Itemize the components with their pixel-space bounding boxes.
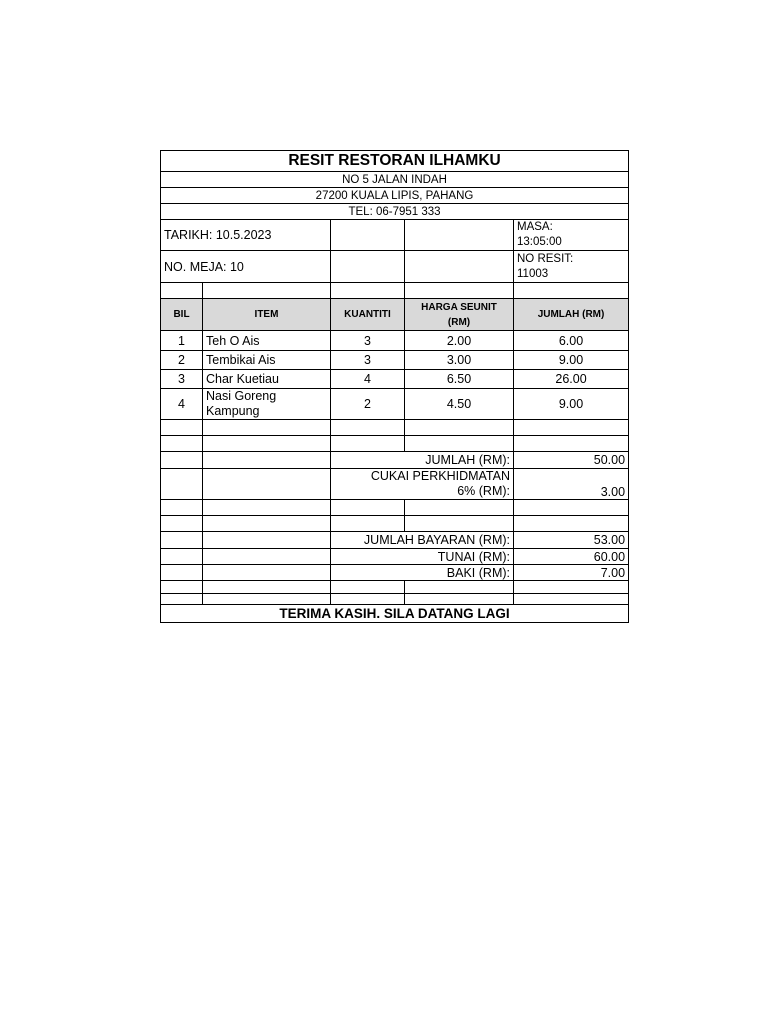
- item-name-line1: Nasi Goreng: [206, 389, 277, 403]
- empty-cell: [161, 283, 203, 299]
- item-total: 26.00: [514, 370, 629, 389]
- receipt-number-label: NO RESIT:: [517, 252, 574, 265]
- item-name-line2: Kampung: [206, 404, 260, 418]
- time-field: [514, 220, 629, 251]
- col-header-unit-price: [405, 299, 514, 331]
- cash-value: 60.00: [514, 549, 629, 565]
- item-bil: 2: [161, 351, 203, 370]
- date-field: TARIKH: 10.5.2023: [161, 220, 331, 251]
- table-row: [161, 370, 629, 389]
- item-name: [203, 389, 331, 420]
- item-name: Tembikai Ais: [203, 351, 331, 370]
- empty-cell: [161, 436, 203, 452]
- empty-cell: [161, 549, 203, 565]
- receipt-number-value: 11003: [517, 267, 549, 280]
- item-bil: 1: [161, 331, 203, 351]
- empty-cell: [405, 581, 514, 594]
- empty-cell: [514, 594, 629, 605]
- empty-cell: [405, 283, 514, 299]
- tax-value: 3.00: [514, 469, 629, 500]
- item-bil: 4: [161, 389, 203, 420]
- grand-total-label: JUMLAH BAYARAN (RM):: [331, 532, 514, 549]
- empty-cell: [514, 436, 629, 452]
- col-header-item: ITEM: [203, 299, 331, 331]
- empty-cell: [161, 594, 203, 605]
- telephone: TEL: 06-7951 333: [161, 204, 629, 220]
- empty-cell: [203, 565, 331, 581]
- col-header-total: JUMLAH (RM): [514, 299, 629, 331]
- column-header-row: [161, 299, 629, 331]
- empty-cell: [514, 283, 629, 299]
- empty-cell: [161, 469, 203, 500]
- receipt-table: [160, 150, 629, 623]
- address-line-1: NO 5 JALAN INDAH: [161, 172, 629, 188]
- item-qty: 2: [331, 389, 405, 420]
- empty-cell: [203, 283, 331, 299]
- item-total: 9.00: [514, 389, 629, 420]
- col-header-unit-price-line1: HARGA SEUNIT: [421, 301, 497, 313]
- item-price: 4.50: [405, 389, 514, 420]
- subtotal-value: 50.00: [514, 452, 629, 469]
- item-total: 6.00: [514, 331, 629, 351]
- item-qty: 3: [331, 331, 405, 351]
- address-line-2: 27200 KUALA LIPIS, PAHANG: [161, 188, 629, 204]
- item-name: Char Kuetiau: [203, 370, 331, 389]
- empty-cell: [161, 452, 203, 469]
- empty-cell: [405, 594, 514, 605]
- empty-cell: [161, 500, 203, 516]
- empty-cell: [405, 516, 514, 532]
- empty-cell: [514, 516, 629, 532]
- empty-cell: [203, 452, 331, 469]
- empty-cell: [161, 581, 203, 594]
- empty-cell: [161, 565, 203, 581]
- empty-cell: [405, 251, 514, 283]
- col-header-bil: BIL: [161, 299, 203, 331]
- time-value: 13:05:00: [517, 236, 562, 248]
- table-row: [161, 389, 629, 420]
- change-label: BAKI (RM):: [331, 565, 514, 581]
- table-number-field: NO. MEJA: 10: [161, 251, 331, 283]
- item-price: 2.00: [405, 331, 514, 351]
- item-name: Teh O Ais: [203, 331, 331, 351]
- empty-cell: [161, 420, 203, 436]
- empty-cell: [405, 420, 514, 436]
- empty-cell: [203, 594, 331, 605]
- cash-label: TUNAI (RM):: [331, 549, 514, 565]
- empty-cell: [514, 420, 629, 436]
- empty-cell: [203, 469, 331, 500]
- empty-cell: [331, 420, 405, 436]
- empty-cell: [331, 594, 405, 605]
- tax-label-line2: 6% (RM):: [457, 484, 510, 498]
- empty-cell: [203, 420, 331, 436]
- empty-cell: [331, 581, 405, 594]
- change-value: 7.00: [514, 565, 629, 581]
- tax-label: [331, 469, 514, 500]
- empty-cell: [161, 532, 203, 549]
- item-price: 6.50: [405, 370, 514, 389]
- time-label: MASA:: [517, 221, 553, 233]
- subtotal-label: JUMLAH (RM):: [331, 452, 514, 469]
- grand-total-value: 53.00: [514, 532, 629, 549]
- empty-cell: [331, 251, 405, 283]
- empty-cell: [331, 283, 405, 299]
- empty-cell: [331, 436, 405, 452]
- table-row: [161, 331, 629, 351]
- receipt-number-field: [514, 251, 629, 283]
- empty-cell: [203, 549, 331, 565]
- receipt-title: RESIT RESTORAN ILHAMKU: [161, 151, 629, 172]
- empty-cell: [203, 436, 331, 452]
- item-total: 9.00: [514, 351, 629, 370]
- empty-cell: [331, 220, 405, 251]
- empty-cell: [203, 500, 331, 516]
- item-qty: 4: [331, 370, 405, 389]
- empty-cell: [405, 220, 514, 251]
- empty-cell: [514, 581, 629, 594]
- empty-cell: [405, 500, 514, 516]
- item-price: 3.00: [405, 351, 514, 370]
- empty-cell: [161, 516, 203, 532]
- tax-label-line1: CUKAI PERKHIDMATAN: [370, 469, 510, 483]
- empty-cell: [514, 500, 629, 516]
- table-row: [161, 351, 629, 370]
- empty-cell: [203, 532, 331, 549]
- empty-cell: [331, 500, 405, 516]
- item-qty: 3: [331, 351, 405, 370]
- empty-cell: [405, 436, 514, 452]
- empty-cell: [203, 581, 331, 594]
- col-header-qty: KUANTITI: [331, 299, 405, 331]
- item-bil: 3: [161, 370, 203, 389]
- footer-message: TERIMA KASIH. SILA DATANG LAGI: [161, 605, 629, 623]
- empty-cell: [331, 516, 405, 532]
- col-header-unit-price-line2: (RM): [447, 316, 471, 328]
- empty-cell: [203, 516, 331, 532]
